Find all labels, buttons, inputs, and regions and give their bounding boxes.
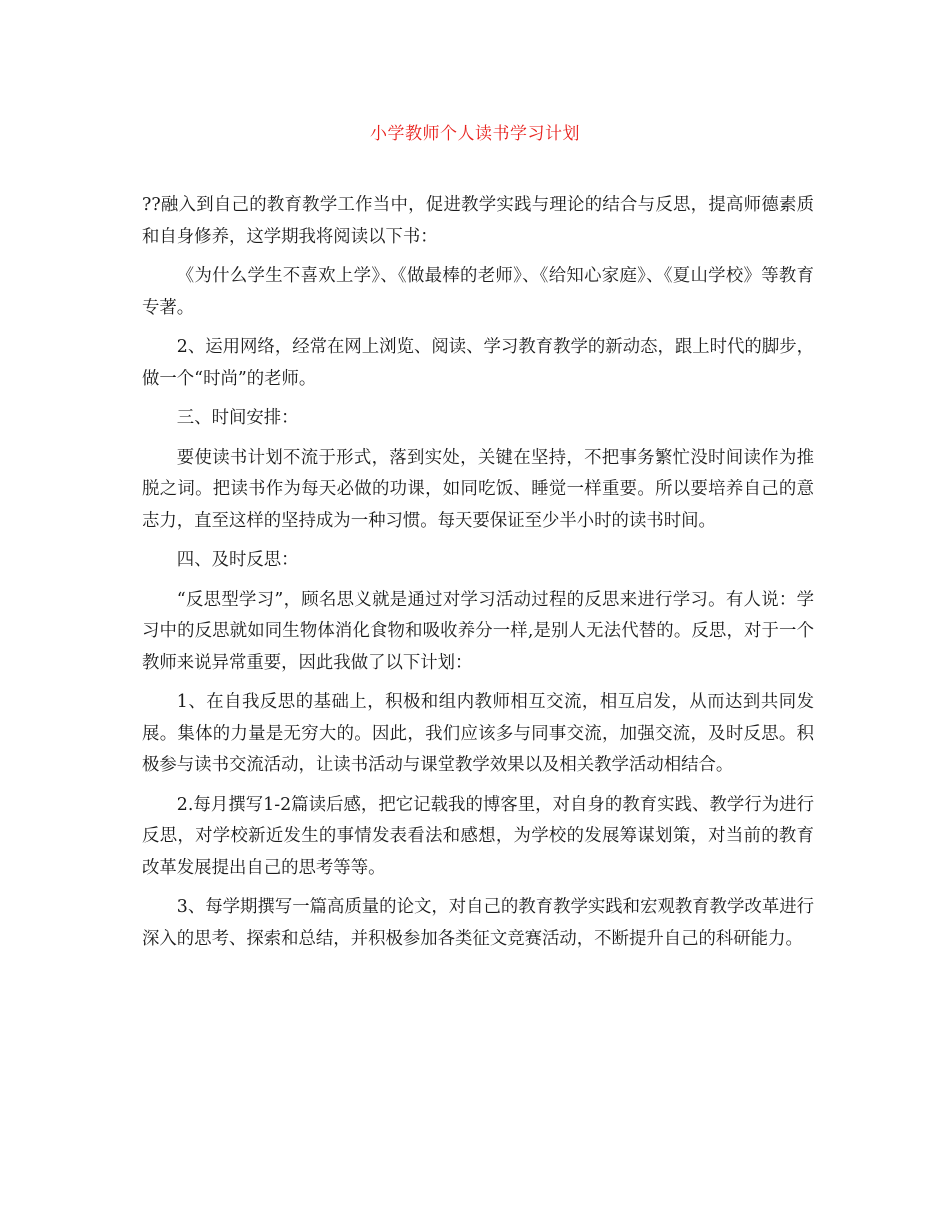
- paragraph-intro: ??融入到自己的教育教学工作当中，促进教学实践与理论的结合与反思，提高师德素质和自身修养，这学期我将阅读以下书：: [142, 195, 814, 247]
- paragraph-book-list: 《为什么学生不喜欢上学》、《做最棒的老师》、《给知心家庭》、《夏山学校》等教育专著。: [142, 266, 814, 318]
- paragraph-online-learning: 2、运用网络，经常在网上浏览、阅读、学习教育教学的新动态，跟上时代的脚步，做一个“时尚”的老师。: [142, 337, 814, 389]
- section-heading-time-schedule: 三、时间安排：: [176, 408, 299, 428]
- paragraph-plan-item-3: 3、每学期撰写一篇高质量的论文，对自己的教育教学实践和宏观教育教学改革进行深入的思考、探索和总结，并积极参加各类征文竞赛活动，不断提升自己的科研能力。: [142, 897, 814, 949]
- paragraph-reflective-learning: “反思型学习”，顾名思义就是通过对学习活动过程的反思来进行学习。有人说：学习中的反思就如同生物体消化食物和吸收养分一样,是别人无法代替的。反思，对于一个教师来说异常重要，因此我做了以下计划：: [142, 589, 814, 673]
- paragraph-plan-item-2: 2.每月撰写1-2篇读后感，把它记载我的博客里，对自身的教育实践、教学行为进行反思，对学校新近发生的事情发表看法和感想，为学校的发展筹谋划策，对当前的教育改革发展提出自己的思考等等。: [142, 794, 814, 878]
- paragraph-plan-item-1: 1、在自我反思的基础上，积极和组内教师相互交流，相互启发，从而达到共同发展。集体的力量是无穷大的。因此，我们应该多与同事交流，加强交流，及时反思。积极参与读书交流活动，让读书活动与课堂教学效果以及相关教学活动相结合。: [142, 692, 814, 775]
- document-body: [142, 190, 814, 963]
- document-title: 小学教师个人读书学习计划: [370, 124, 580, 144]
- section-heading-reflection: 四、及时反思：: [176, 550, 299, 570]
- paragraph-time-schedule: 要使读书计划不流于形式，落到实处，关键在坚持，不把事务繁忙没时间读作为推脱之词。把读书作为每天必做的功课，如同吃饭、睡觉一样重要。所以要培养自己的意志力，直至这样的坚持成为一种习惯。每天要保证至少半小时的读书时间。: [142, 447, 814, 531]
